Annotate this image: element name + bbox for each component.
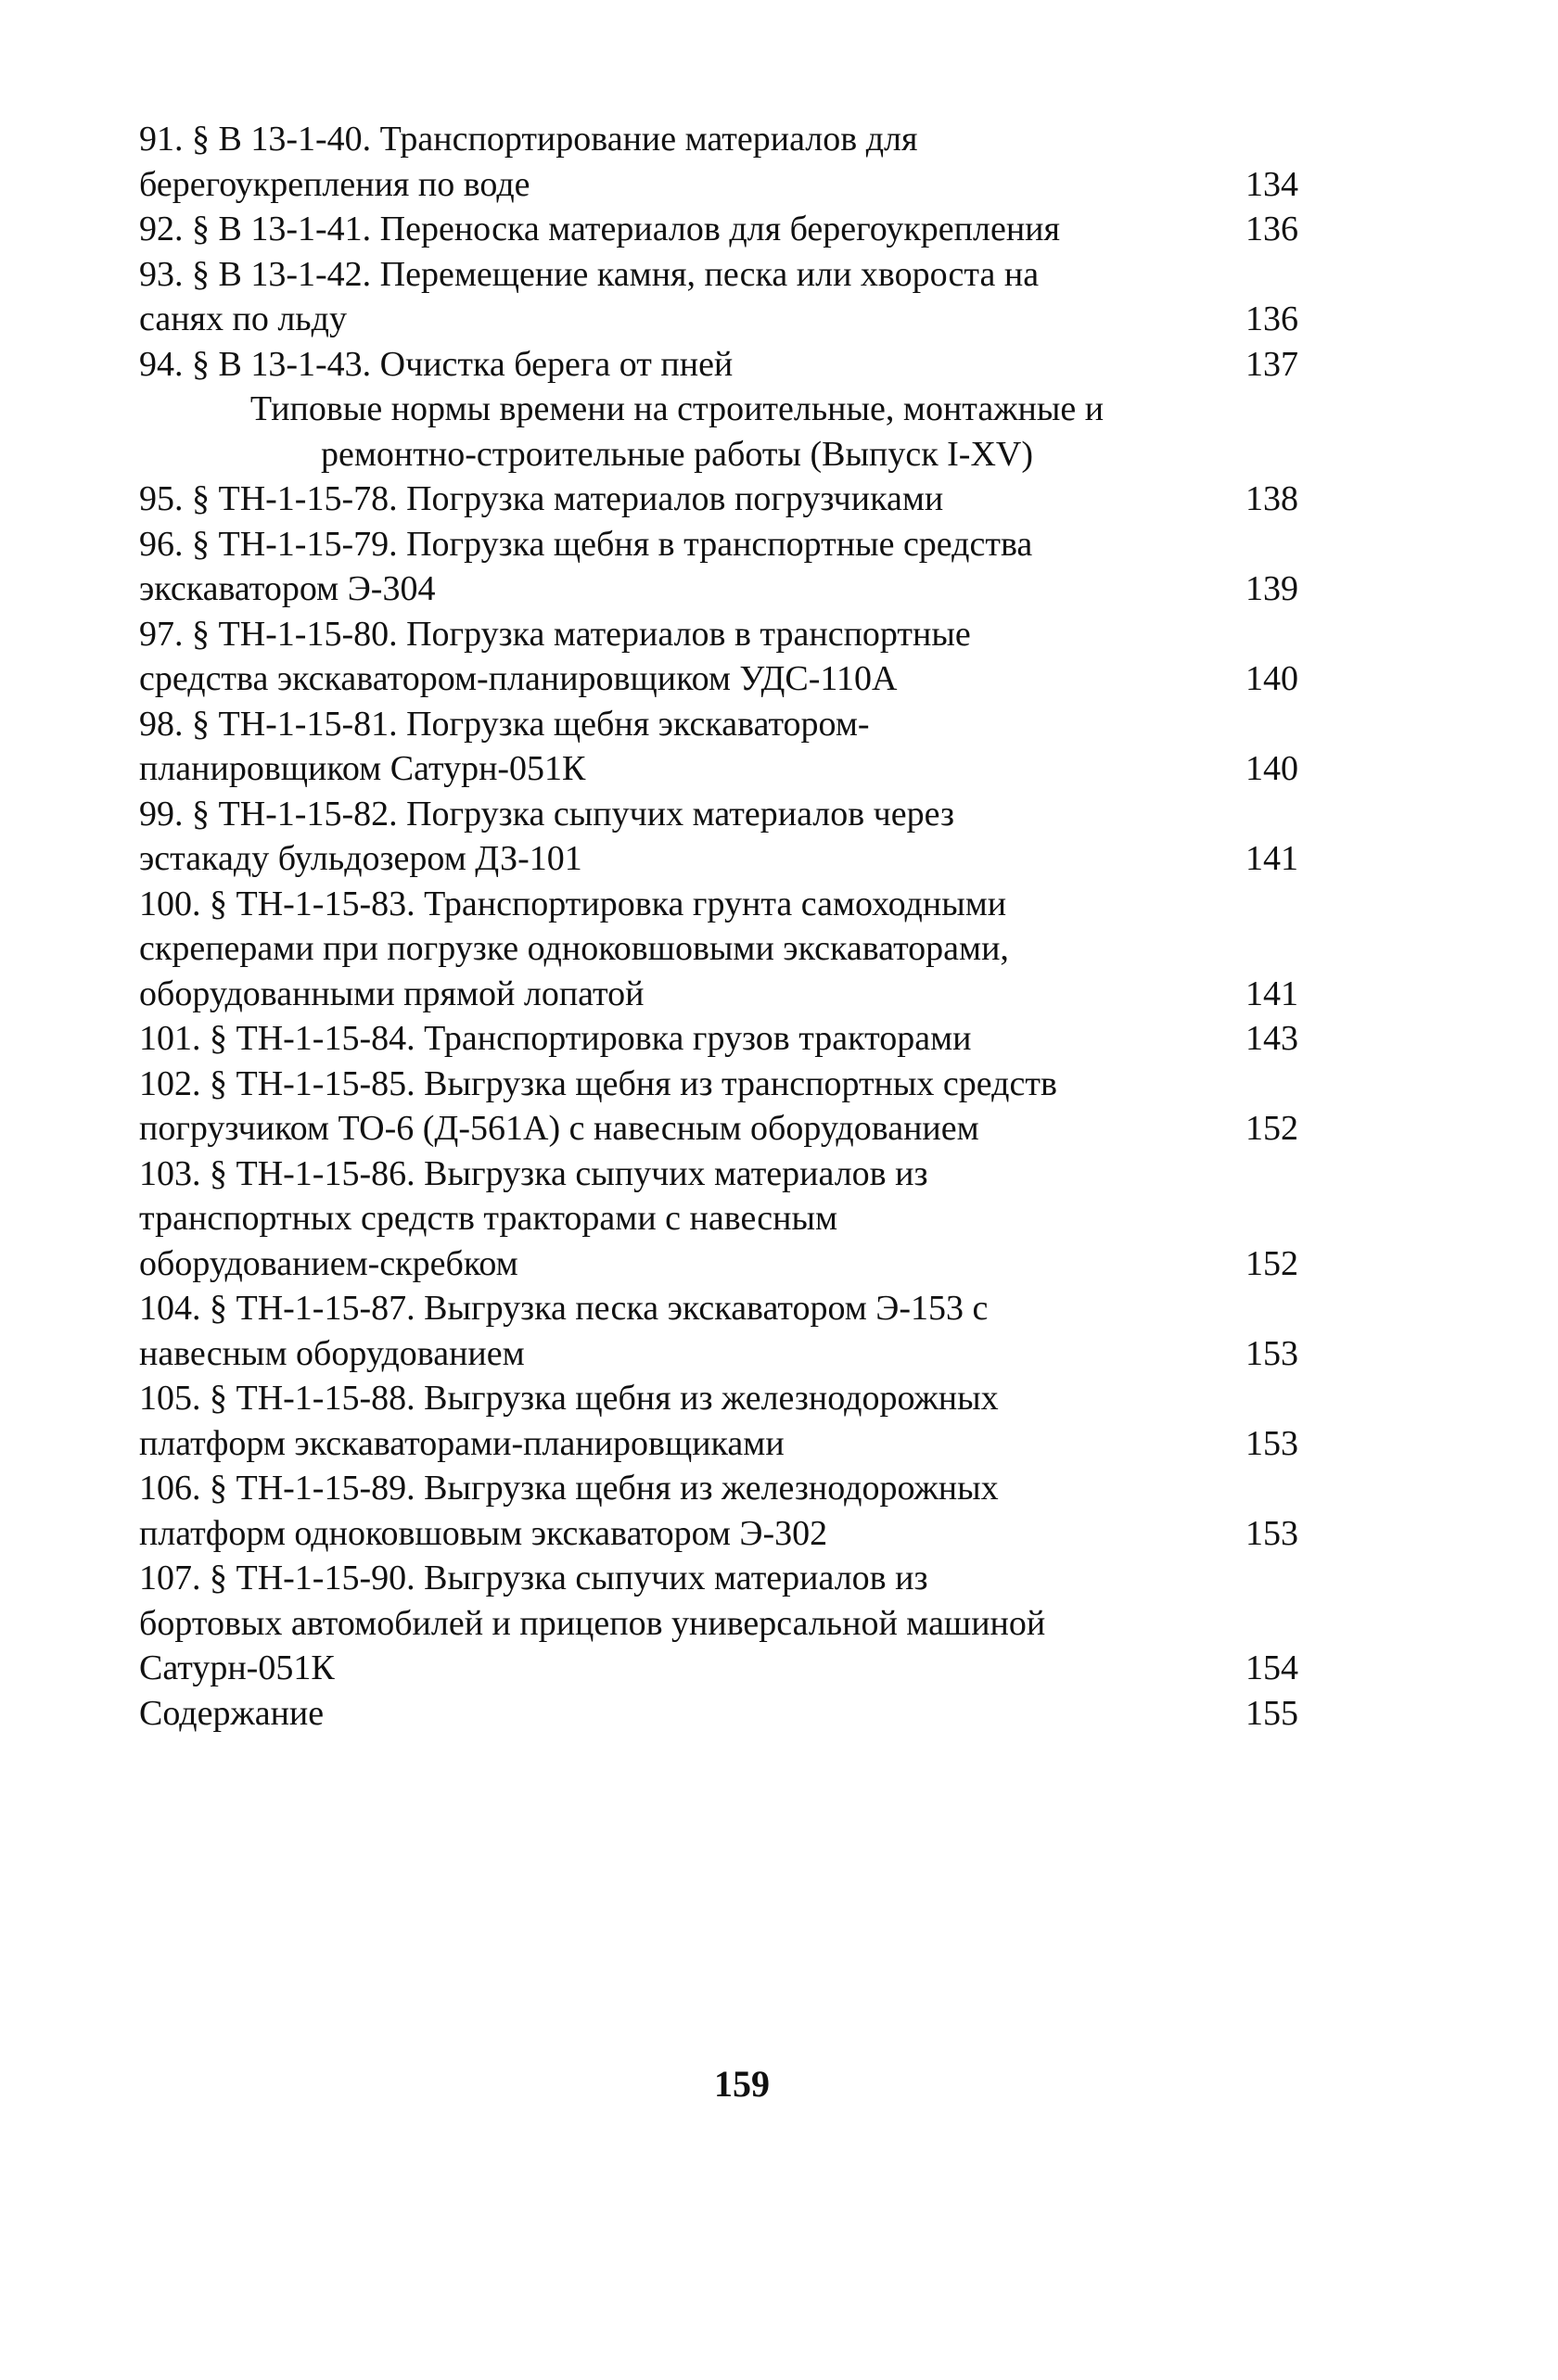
toc-entry bbox=[139, 882, 1298, 1017]
toc-entries-before bbox=[139, 117, 1298, 387]
toc-entry-title: 104. § ТН-1-15-87. Выгрузка песка экскаватором Э-153 с навесным оборудованием bbox=[139, 1289, 989, 1373]
toc-entry bbox=[139, 252, 1298, 342]
toc-entry-page: 136 bbox=[1245, 299, 1298, 338]
toc-entry bbox=[139, 1286, 1298, 1376]
toc-entry bbox=[139, 117, 1298, 207]
toc-entries-after bbox=[139, 477, 1298, 1736]
toc-entry-page: 141 bbox=[1245, 839, 1298, 878]
toc-entry-title: 98. § ТН-1-15-81. Погрузка щебня экскаватором- планировщиком Сатурн-051К bbox=[139, 704, 870, 788]
toc-entry-page: 140 bbox=[1245, 659, 1298, 698]
toc-entry-title: 96. § ТН-1-15-79. Погрузка щебня в транспортные средства экскаватором Э-304 bbox=[139, 524, 1033, 608]
toc-entry bbox=[139, 1556, 1298, 1691]
toc-entry-page: 154 bbox=[1245, 1648, 1298, 1687]
toc-entry-title: 100. § ТН-1-15-83. Транспортировка грунта самоходными скреперами при погрузке одноковшовыми экскаваторами, оборудованными прямой лопатой bbox=[139, 884, 1009, 1013]
toc-entry bbox=[139, 612, 1298, 702]
toc-entry-title: Содержание bbox=[139, 1693, 325, 1733]
toc-entry-page: 152 bbox=[1245, 1243, 1298, 1283]
section-heading: Типовые нормы времени на строительные, монтажные и ремонтно-строительные работы (Выпуск I-XV) bbox=[249, 389, 1105, 474]
toc-entry bbox=[139, 477, 1298, 522]
toc-entry-title: 99. § ТН-1-15-82. Погрузка сыпучих материалов через эстакаду бульдозером ДЗ-101 bbox=[139, 794, 954, 878]
toc-entry bbox=[139, 522, 1298, 612]
toc-entry bbox=[139, 1062, 1298, 1152]
toc-entry bbox=[139, 792, 1298, 882]
toc-entry-page: 143 bbox=[1245, 1019, 1298, 1058]
toc-entry-page: 152 bbox=[1245, 1109, 1298, 1148]
toc-entry-title: 93. § В 13-1-42. Перемещение камня, песка или хвороста на санях по льду bbox=[139, 254, 1040, 338]
page-number: 159 bbox=[714, 2063, 770, 2105]
toc-entry-title: 105. § ТН-1-15-88. Выгрузка щебня из железнодорожных платформ экскаваторами-планировщиками bbox=[139, 1379, 999, 1463]
toc-entry-title: 107. § ТН-1-15-90. Выгрузка сыпучих материалов из бортовых автомобилей и прицепов универсальной машиной Сатурн-051К bbox=[139, 1559, 1046, 1687]
toc-entry-title: 95. § ТН-1-15-78. Погрузка материалов погрузчиками bbox=[139, 479, 944, 518]
toc-entry-title: 94. § В 13-1-43. Очистка берега от пней bbox=[139, 344, 734, 384]
toc-entry bbox=[139, 1152, 1298, 1287]
toc-entry bbox=[139, 1376, 1298, 1466]
toc-entry-page: 155 bbox=[1245, 1693, 1298, 1733]
toc-entry-title: 103. § ТН-1-15-86. Выгрузка сыпучих материалов из транспортных средств тракторами с навесным оборудованием-скребком bbox=[139, 1153, 928, 1283]
toc-entry bbox=[139, 207, 1298, 252]
toc-entry-page: 153 bbox=[1245, 1513, 1298, 1553]
toc-entry-title: 92. § В 13-1-41. Переноска материалов для берегоукрепления bbox=[139, 210, 1060, 248]
table-of-contents bbox=[139, 117, 1298, 1736]
toc-entry-page: 136 bbox=[1245, 210, 1298, 248]
toc-entry-title: 91. § В 13-1-40. Транспортирование материалов для берегоукрепления по воде bbox=[139, 120, 918, 204]
toc-entry bbox=[139, 1016, 1298, 1062]
toc-entry-title: 101. § ТН-1-15-84. Транспортировка грузов тракторами bbox=[139, 1019, 972, 1058]
toc-entry-title: 106. § ТН-1-15-89. Выгрузка щебня из железнодорожных платформ одноковшовым экскаватором Э-302 bbox=[139, 1469, 999, 1553]
toc-entry-page: 140 bbox=[1245, 749, 1298, 788]
toc-entry bbox=[139, 1691, 1298, 1737]
toc-entry-page: 137 bbox=[1245, 344, 1298, 384]
toc-entry-page: 141 bbox=[1245, 974, 1298, 1013]
toc-entry bbox=[139, 342, 1298, 388]
toc-entry-page: 134 bbox=[1245, 164, 1298, 204]
toc-entry bbox=[139, 1466, 1298, 1556]
toc-entry-page: 139 bbox=[1245, 569, 1298, 608]
toc-entry-page: 153 bbox=[1245, 1333, 1298, 1373]
toc-entry-title: 102. § ТН-1-15-85. Выгрузка щебня из транспортных средств погрузчиком ТО-6 (Д-561А) с навесным оборудованием bbox=[139, 1063, 1057, 1148]
toc-entry-page: 138 bbox=[1245, 479, 1298, 518]
toc-entry-page: 153 bbox=[1245, 1423, 1298, 1463]
toc-entry bbox=[139, 702, 1298, 792]
toc-entry-title: 97. § ТН-1-15-80. Погрузка материалов в транспортные средства экскаватором-планировщиком УДС-110А bbox=[139, 614, 971, 698]
